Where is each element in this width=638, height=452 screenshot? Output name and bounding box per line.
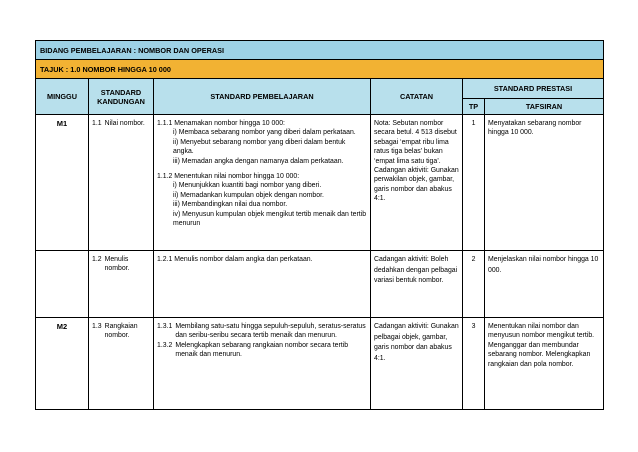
catatan-cell: Cadangan aktiviti: Boleh dedahkan dengan pelbagai variasi bentuk nombor. xyxy=(371,251,463,318)
sp-subitem: iii) Membandingkan nilai dua nombor. xyxy=(173,201,288,209)
table-row xyxy=(36,318,604,410)
document-page xyxy=(35,40,603,410)
minggu-cell: M1 xyxy=(36,115,89,251)
sp-item: 1.3.2 Melengkapkan sebarang rangkaian nombor secara tertib menaik dan menurun. xyxy=(157,341,349,359)
sp-subitem: i) Menunjukkan kuantiti bagi nombor yang diberi. xyxy=(173,182,322,190)
sk-number: 1.2 xyxy=(92,256,102,263)
header-row-1 xyxy=(36,79,604,99)
header-tp: TP xyxy=(463,99,485,115)
catatan-cell: Nota: Sebutan nombor secara betul. 4 513 disebut sebagai ‘empat ribu lima ratus tiga belas’ bukan ‘empat lima satu tiga’. Cadangan aktiviti: Gunakan perwakilan objek, gambar, garis nombor dan abakus 4:1. xyxy=(371,115,463,251)
sp-item: 1.3.1 Membilang satu-satu hingga sepuluh-sepuluh, seratus-seratus dan seribu-seribu secara tertib menaik dan menurun. xyxy=(157,323,366,340)
sk-text: Menulis nombor. xyxy=(104,256,130,273)
tafsiran-cell: Menyatakan sebarang nombor hingga 10 000. xyxy=(485,115,604,251)
tajuk: TAJUK : 1.0 NOMBOR HINGGA 10 000 xyxy=(36,60,604,79)
header-standard-kandungan: STANDARD KANDUNGAN xyxy=(89,79,154,115)
sp-cell xyxy=(154,318,371,410)
sp-subitem: ii) Menyebut sebarang nombor yang diberi dalam bentuk angka. xyxy=(173,138,346,156)
bidang-pembelajaran: BIDANG PEMBELAJARAN : NOMBOR DAN OPERASI xyxy=(36,41,604,60)
rpt-table xyxy=(35,40,604,410)
header-catatan: CATATAN xyxy=(371,79,463,115)
sk-cell xyxy=(89,115,154,251)
sp-subitem: ii) Memadankan kumpulan objek dengan nombor. xyxy=(173,191,324,199)
sk-number: 1.1 xyxy=(92,120,102,127)
header-minggu: MINGGU xyxy=(36,79,89,115)
header-standard-prestasi: STANDARD PRESTASI xyxy=(463,79,604,99)
sp-item: 1.1.1 Menamakan nombor hingga 10 000: xyxy=(157,120,285,127)
tp-cell: 3 xyxy=(463,318,485,410)
sk-cell xyxy=(89,318,154,410)
sk-text: Rangkaian nombor. xyxy=(104,323,138,340)
tp-cell: 2 xyxy=(463,251,485,318)
minggu-cell: M2 xyxy=(36,318,89,410)
header-tafsiran: TAFSIRAN xyxy=(485,99,604,115)
sp-item: 1.1.2 Menentukan nilai nombor hingga 10 000: xyxy=(157,173,300,181)
sk-number: 1.3 xyxy=(92,323,102,330)
header-standard-pembelajaran: STANDARD PEMBELAJARAN xyxy=(154,79,371,115)
sk-cell xyxy=(89,251,154,318)
tajuk-row xyxy=(36,60,604,79)
table-row xyxy=(36,251,604,318)
catatan-cell: Cadangan aktiviti: Gunakan pelbagai objek, gambar, garis nombor dan abakus 4:1. xyxy=(371,318,463,410)
table-row xyxy=(36,115,604,251)
tafsiran-cell: Menentukan nilai nombor dan menyusun nombor mengikut tertib. Menganggar dan membundar sebarang nombor. Melengkapkan rangkaian dan pola nombor. xyxy=(485,318,604,410)
sp-item: 1.2.1 Menulis nombor dalam angka dan perkataan. xyxy=(157,256,313,263)
tp-cell: 1 xyxy=(463,115,485,251)
sp-subitem: iv) Menyusun kumpulan objek mengikut tertib menaik dan tertib menurun xyxy=(173,210,367,228)
minggu-cell xyxy=(36,251,89,318)
tafsiran-cell: Menjelaskan nilai nombor hingga 10 000. xyxy=(485,251,604,318)
bidang-row xyxy=(36,41,604,60)
sk-text: Nilai nombor. xyxy=(104,120,145,127)
sp-subitem: iii) Memadan angka dengan namanya dalam perkataan. xyxy=(173,157,344,165)
sp-cell xyxy=(154,115,371,251)
sp-cell xyxy=(154,251,371,318)
sp-subitem: i) Membaca sebarang nombor yang diberi dalam perkataan. xyxy=(173,129,356,137)
